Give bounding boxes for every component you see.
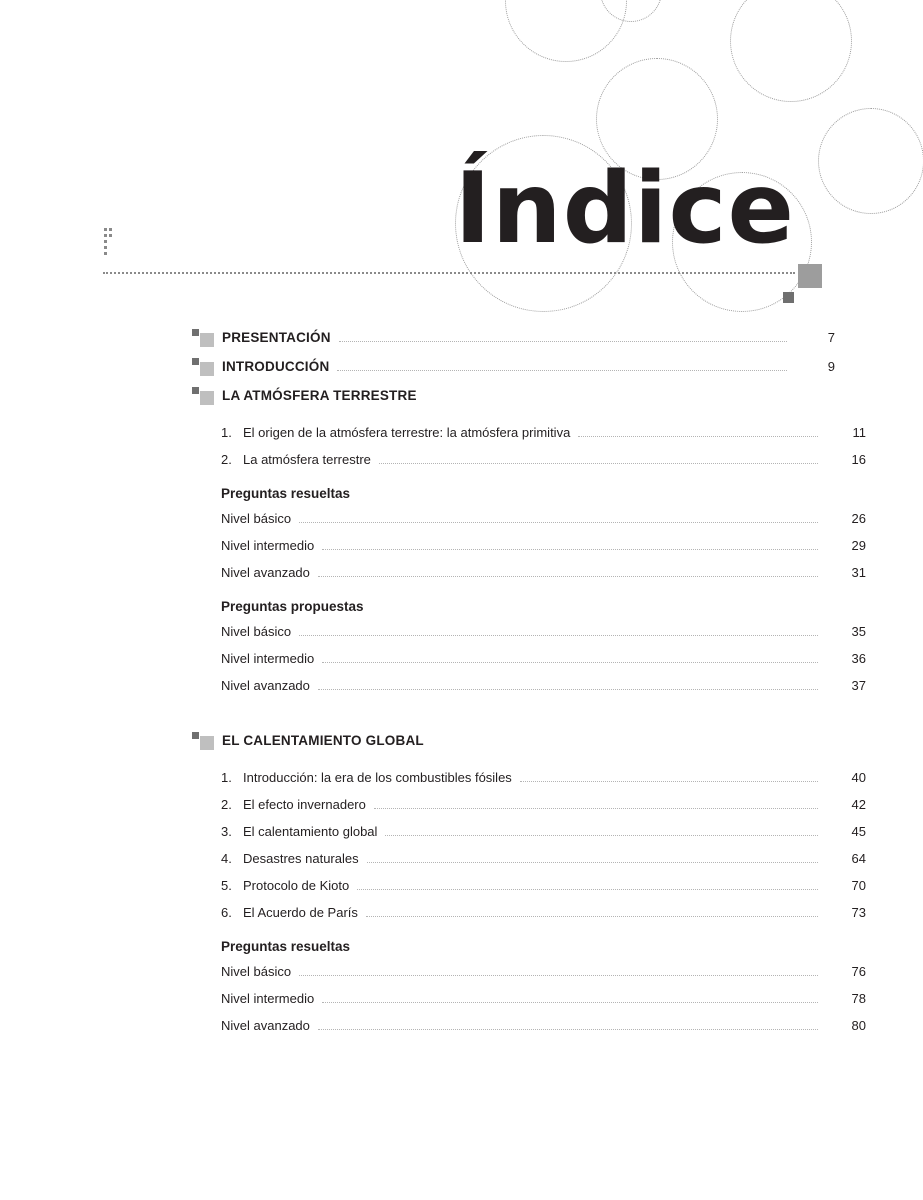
toc-subsection-title: Preguntas propuestas — [221, 599, 364, 614]
toc-heading-label: PRESENTACIÓN — [222, 330, 331, 345]
leader-dots — [339, 341, 787, 342]
toc-subsection-title: Preguntas resueltas — [221, 939, 351, 954]
decorative-square-small — [783, 292, 794, 303]
toc-heading-row[interactable] — [190, 330, 835, 346]
toc-level-label: Nivel intermedio — [221, 651, 315, 666]
leader-dots — [299, 522, 818, 523]
toc-level-label: Nivel básico — [221, 964, 292, 979]
leader-dots — [357, 889, 818, 890]
title-divider — [103, 272, 795, 274]
decorative-circle — [818, 108, 923, 214]
toc-heading-label: EL CALENTAMIENTO GLOBAL — [222, 733, 424, 748]
leader-dots — [374, 808, 818, 809]
section-marker-icon — [190, 358, 214, 376]
toc-level-label: Nivel avanzado — [221, 678, 310, 693]
leader-dots — [578, 436, 818, 437]
leader-dots — [379, 463, 818, 464]
toc-heading-label: INTRODUCCIÓN — [222, 359, 330, 374]
toc-page-number: 73 — [851, 905, 866, 920]
toc-item-label: Desastres naturales — [243, 851, 359, 866]
leader-dots — [299, 975, 818, 976]
toc-page-number: 16 — [851, 452, 866, 467]
toc-item-label: El Acuerdo de París — [243, 905, 358, 920]
toc-item-row[interactable] — [190, 425, 866, 441]
toc-item-number: 1. — [221, 425, 232, 440]
section-spacer — [190, 705, 835, 733]
toc-item-label: El calentamiento global — [243, 824, 378, 839]
toc-page-number: 78 — [851, 991, 866, 1006]
toc-item-number: 6. — [221, 905, 232, 920]
toc-heading-row[interactable] — [190, 388, 835, 403]
toc-heading-row[interactable] — [190, 359, 835, 375]
toc-level-label: Nivel básico — [221, 624, 292, 639]
toc-level-row[interactable] — [190, 964, 866, 980]
toc-item-number: 4. — [221, 851, 232, 866]
toc-heading-label: LA ATMÓSFERA TERRESTRE — [222, 388, 417, 403]
leader-dots — [318, 1029, 818, 1030]
toc-page-number: 7 — [827, 330, 835, 345]
toc-item-row[interactable] — [190, 770, 866, 786]
toc-page-number: 9 — [827, 359, 835, 374]
toc-item-row[interactable] — [190, 452, 866, 468]
toc-item-row[interactable] — [190, 878, 866, 894]
toc-level-label: Nivel avanzado — [221, 1018, 310, 1033]
section-marker-icon — [190, 329, 214, 347]
toc-item-number: 5. — [221, 878, 232, 893]
leader-dots — [385, 835, 818, 836]
toc-level-row[interactable] — [190, 678, 866, 694]
leader-dots — [337, 370, 787, 371]
decorative-square-large — [798, 264, 822, 288]
toc-level-row[interactable] — [190, 651, 866, 667]
toc-item-label: El efecto invernadero — [243, 797, 366, 812]
leader-dots — [322, 1002, 818, 1003]
toc-page-number: 70 — [851, 878, 866, 893]
leader-dots — [367, 862, 818, 863]
toc-level-row[interactable] — [190, 565, 866, 581]
toc-item-number: 2. — [221, 452, 232, 467]
toc-item-label: Introducción: la era de los combustibles fósiles — [243, 770, 512, 785]
toc-item-number: 1. — [221, 770, 232, 785]
toc-page-number: 80 — [851, 1018, 866, 1033]
toc-page-number: 29 — [851, 538, 866, 553]
toc-page-number: 42 — [851, 797, 866, 812]
leader-dots — [299, 635, 818, 636]
toc-page-number: 36 — [851, 651, 866, 666]
table-of-contents — [190, 330, 866, 1045]
decorative-circle — [730, 0, 852, 102]
toc-item-row[interactable] — [190, 905, 866, 921]
toc-level-label: Nivel avanzado — [221, 565, 310, 580]
toc-page-number: 37 — [851, 678, 866, 693]
leader-dots — [318, 689, 818, 690]
toc-page-number: 31 — [851, 565, 866, 580]
toc-level-row[interactable] — [190, 991, 866, 1007]
toc-heading-row[interactable] — [190, 733, 835, 748]
page-title: Índice — [454, 152, 795, 266]
leader-dots — [366, 916, 818, 917]
toc-subsection-title: Preguntas resueltas — [221, 486, 351, 501]
toc-item-label: El origen de la atmósfera terrestre: la atmósfera primitiva — [243, 425, 571, 440]
toc-page-number: 40 — [851, 770, 866, 785]
toc-level-label: Nivel básico — [221, 511, 292, 526]
toc-level-row[interactable] — [190, 538, 866, 554]
leader-dots — [322, 662, 818, 663]
toc-page-number: 26 — [851, 511, 866, 526]
toc-item-label: La atmósfera terrestre — [243, 452, 371, 467]
toc-level-row[interactable] — [190, 511, 866, 527]
decorative-circle — [600, 0, 662, 22]
toc-item-row[interactable] — [190, 824, 866, 840]
toc-page-number: 64 — [851, 851, 866, 866]
toc-item-label: Protocolo de Kioto — [243, 878, 350, 893]
toc-page-number: 76 — [851, 964, 866, 979]
decorative-circle — [505, 0, 627, 62]
toc-item-row[interactable] — [190, 851, 866, 867]
toc-page-number: 45 — [851, 824, 866, 839]
toc-level-label: Nivel intermedio — [221, 538, 315, 553]
leader-dots — [322, 549, 818, 550]
leader-dots — [520, 781, 818, 782]
toc-page-number: 11 — [852, 425, 866, 440]
toc-level-row[interactable] — [190, 1018, 866, 1034]
toc-level-label: Nivel intermedio — [221, 991, 315, 1006]
left-dot-marker-icon — [104, 228, 113, 258]
toc-item-number: 3. — [221, 824, 232, 839]
leader-dots — [318, 576, 818, 577]
section-marker-icon — [190, 387, 214, 405]
section-marker-icon — [190, 732, 214, 750]
toc-item-number: 2. — [221, 797, 232, 812]
toc-item-row[interactable] — [190, 797, 866, 813]
toc-page-number: 35 — [851, 624, 866, 639]
toc-level-row[interactable] — [190, 624, 866, 640]
